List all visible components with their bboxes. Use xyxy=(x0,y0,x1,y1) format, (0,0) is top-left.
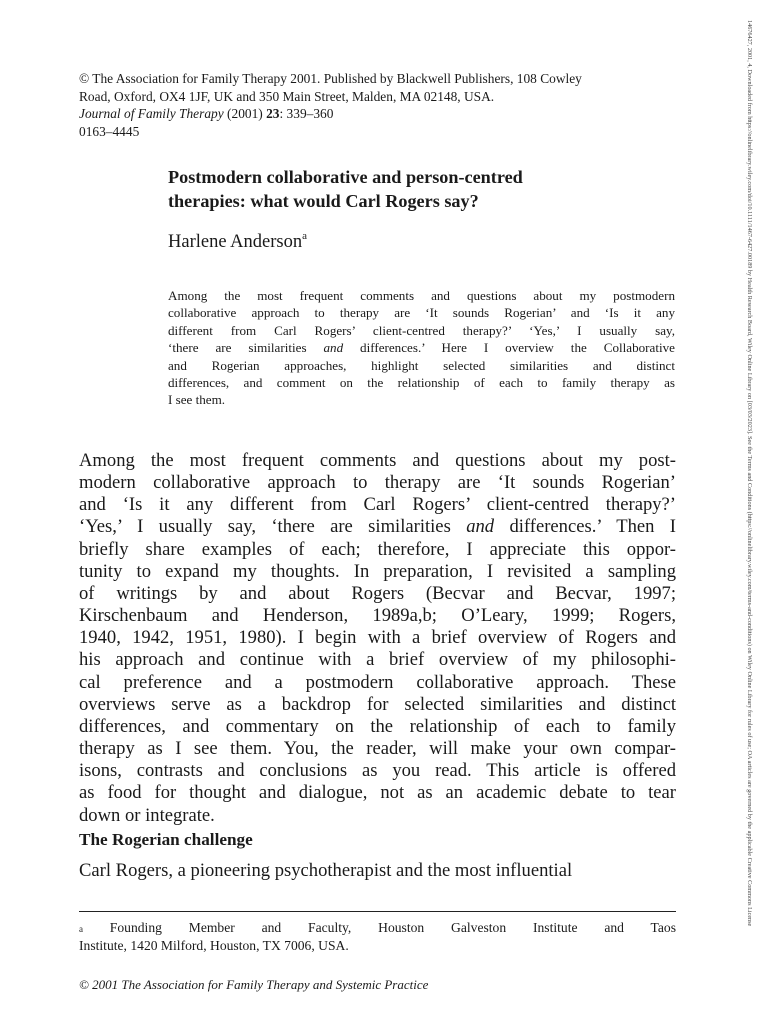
body-line: cal preference and a postmodern collaborative approach. These xyxy=(79,671,676,693)
footnote-mark: a xyxy=(79,924,83,934)
footnote-line-2: Institute, 1420 Milford, Houston, TX 7006, USA. xyxy=(79,938,349,953)
body-line: his approach and continue with a brief overview of my philosophi- xyxy=(79,649,676,671)
header-line-1: © The Association for Family Therapy 2001. Published by Blackwell Publishers, 108 Cowley xyxy=(79,71,582,86)
abstract-line: different from Carl Rogers’ client-centred therapy?’ ‘Yes,’ I usually say, xyxy=(168,322,675,338)
publisher-header xyxy=(79,70,689,140)
body-line: isons, contrasts and conclusions as you read. This article is offered xyxy=(79,760,676,782)
abstract-line: and Rogerian approaches, highlight selected similarities and distinct xyxy=(168,357,675,373)
body-line: as food for thought and dialogue, not as an academic debate to tear xyxy=(79,782,676,804)
body-line: of writings by and about Rogers (Becvar and Becvar, 1997; xyxy=(79,582,676,604)
body-line: differences, and commentary on the relationship of each to family xyxy=(79,715,676,737)
author-name: Harlene Anderson$^a$ xyxy=(168,230,307,252)
journal-name: Journal of Family Therapy xyxy=(79,106,224,121)
abstract-line: Among the most frequent comments and questions about my postmodern xyxy=(168,288,675,303)
abstract xyxy=(168,287,675,409)
abstract-line: I see them. xyxy=(168,392,226,408)
issn: 0163–4445 xyxy=(79,123,140,139)
footnote-divider xyxy=(79,911,676,912)
download-notice: 14676427, 2001, 4, Downloaded from https://onlinelibrary.wiley.com/doi/10.1111/1467-6427.00189 by Health Research Board, Wiley Online Library on [03/03/2023]. See the Terms and Conditions (https://onlinelibrary.wiley.com/terms-and-conditions) on Wiley Online Library for rules of use; OA articles are governed by the applicable Creative Commons License xyxy=(746,20,753,927)
body-line: modern collaborative approach to therapy are ‘It sounds Rogerian’ xyxy=(79,472,676,494)
body-line: tunity to expand my thoughts. In preparation, I revisited a sampling xyxy=(79,560,676,582)
footnote xyxy=(79,919,676,955)
journal-volume: 23 xyxy=(266,106,280,121)
copyright-footer: © 2001 The Association for Family Therapy and Systemic Practice xyxy=(79,977,429,992)
body-line: ‘Yes,’ I usually say, ‘there are similarities and differences.’ Then I xyxy=(79,516,676,538)
intro-paragraph xyxy=(79,450,676,827)
author-footnote-mark: a xyxy=(302,230,307,242)
journal-citation: Journal of Family Therapy (2001) 23: 339–360 xyxy=(79,106,334,121)
body-line: Among the most frequent comments and questions about my post- xyxy=(79,450,676,471)
download-sidebar xyxy=(744,20,754,980)
body-line: briefly share examples of each; therefore, I appreciate this oppor- xyxy=(79,538,676,560)
body-line: overviews serve as a backdrop for selected similarities and distinct xyxy=(79,693,676,715)
body-line: and ‘Is it any different from Carl Rogers’ client-centred therapy?’ xyxy=(79,494,676,516)
title-line-2: therapies: what would Carl Rogers say? xyxy=(168,190,479,211)
article-title xyxy=(168,166,688,213)
abstract-line: differences, and comment on the relationship of each to family therapy as xyxy=(168,375,675,391)
section-first-line: Carl Rogers, a pioneering psychotherapist and the most influential xyxy=(79,860,573,881)
body-line: down or integrate. xyxy=(79,804,215,826)
section-heading: The Rogerian challenge xyxy=(79,830,253,849)
body-line: Kirschenbaum and Henderson, 1989a,b; O’Leary, 1999; Rogers, xyxy=(79,605,676,627)
body-line: therapy as I see them. You, the reader, will make your own compar- xyxy=(79,738,676,760)
abstract-line: collaborative approach to therapy are ‘It sounds Rogerian’ and ‘Is it any xyxy=(168,305,675,321)
body-line: 1940, 1942, 1951, 1980). I begin with a brief overview of Rogers and xyxy=(79,627,676,649)
abstract-line: ‘there are similarities and differences.’ Here I overview the Collaborative xyxy=(168,340,675,356)
footnote-line-1: $^a$ Founding Member and Faculty, Houston Galveston Institute and Taos xyxy=(79,920,676,935)
title-line-1: Postmodern collaborative and person-centred xyxy=(168,167,523,187)
header-line-2: Road, Oxford, OX4 1JF, UK and 350 Main Street, Malden, MA 02148, USA. xyxy=(79,88,495,104)
